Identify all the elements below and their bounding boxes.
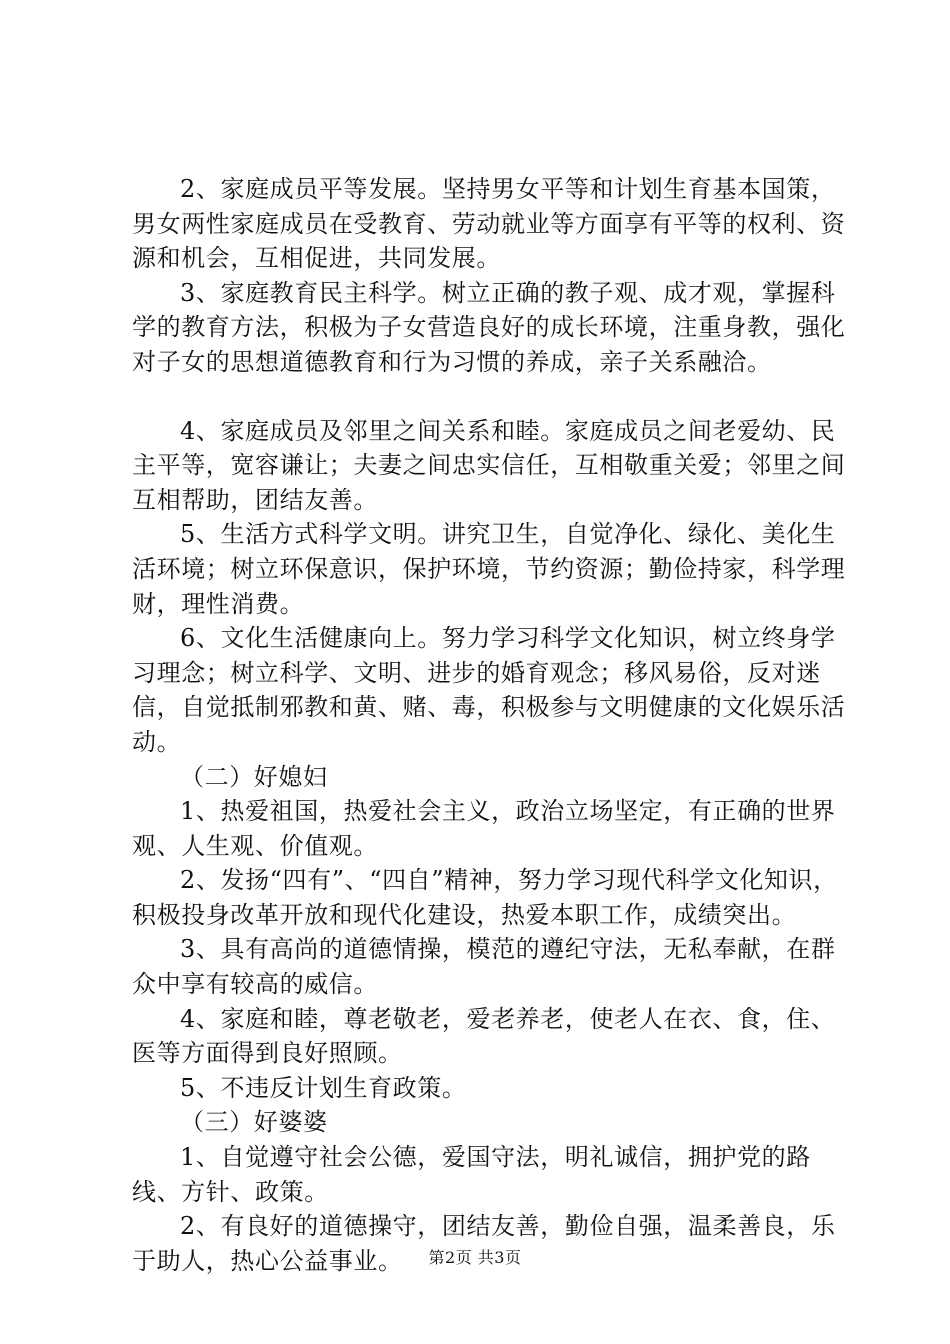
- paragraph-family-equality: 2、家庭成员平等发展。坚持男女平等和计划生育基本国策，男女两性家庭成员在受教育、劳动就业等方面享有平等的权利、资源和机会，互相促进，共同发展。: [132, 175, 846, 273]
- paragraph-lifestyle: 5、生活方式科学文明。讲究卫生，自觉净化、绿化、美化生活环境；树立环保意识，保护环境，节约资源；勤俭持家，科学理财，理性消费。: [132, 520, 846, 618]
- section-heading-good-mother-in-law: （三）好婆婆: [180, 1108, 328, 1137]
- paragraph-neighbor-harmony: 4、家庭成员及邻里之间关系和睦。家庭成员之间老爱幼、民主平等，宽容谦让；夫妻之间忠实信任，互相敬重关爱；邻里之间互相帮助，团结友善。: [132, 416, 846, 514]
- paragraph-dil-2: 2、发扬“四有”、“四自”精神，努力学习现代科学文化知识，积极投身改革开放和现代化建设，热爱本职工作，成绩突出。: [132, 866, 838, 929]
- paragraph-dil-3: 3、具有高尚的道德情操，模范的遵纪守法，无私奉献，在群众中享有较高的威信。: [132, 935, 836, 999]
- paragraph-culture: 6、文化生活健康向上。努力学习科学文化知识，树立终身学习理念；树立科学、文明、进步的婚育观念；移风易俗，反对迷信，自觉抵制邪教和黄、赌、毒，积极参与文明健康的文化娱乐活动。: [132, 624, 846, 756]
- paragraph-dil-4: 4、家庭和睦，尊老敬老，爱老养老，使老人在衣、食，住、医等方面得到良好照顾。: [132, 1004, 836, 1068]
- paragraph-family-education: 3、家庭教育民主科学。树立正确的教子观、成才观，掌握科学的教育方法，积极为子女营造良好的成长环境，注重身教，强化对子女的思想道德教育和行为习惯的养成，亲子关系融洽。: [132, 278, 846, 376]
- document-body: [132, 172, 852, 1278]
- page-number-footer: 第2页 共3页: [428, 1248, 522, 1267]
- paragraph-dil-5: 5、不违反计划生育政策。: [180, 1073, 467, 1102]
- section-heading-good-daughter-in-law: （二）好媳妇: [180, 762, 328, 791]
- paragraph-dil-1: 1、热爱祖国，热爱社会主义，政治立场坚定，有正确的世界观、人生观、价值观。: [132, 797, 836, 860]
- paragraph-mil-2: 2、有良好的道德操守，团结友善，勤俭自强，温柔善良，乐于助人，热心公益事业。: [132, 1212, 836, 1275]
- paragraph-mil-1: 1、自觉遵守社会公德，爱国守法，明礼诚信，拥护党的路线、方针、政策。: [132, 1143, 811, 1206]
